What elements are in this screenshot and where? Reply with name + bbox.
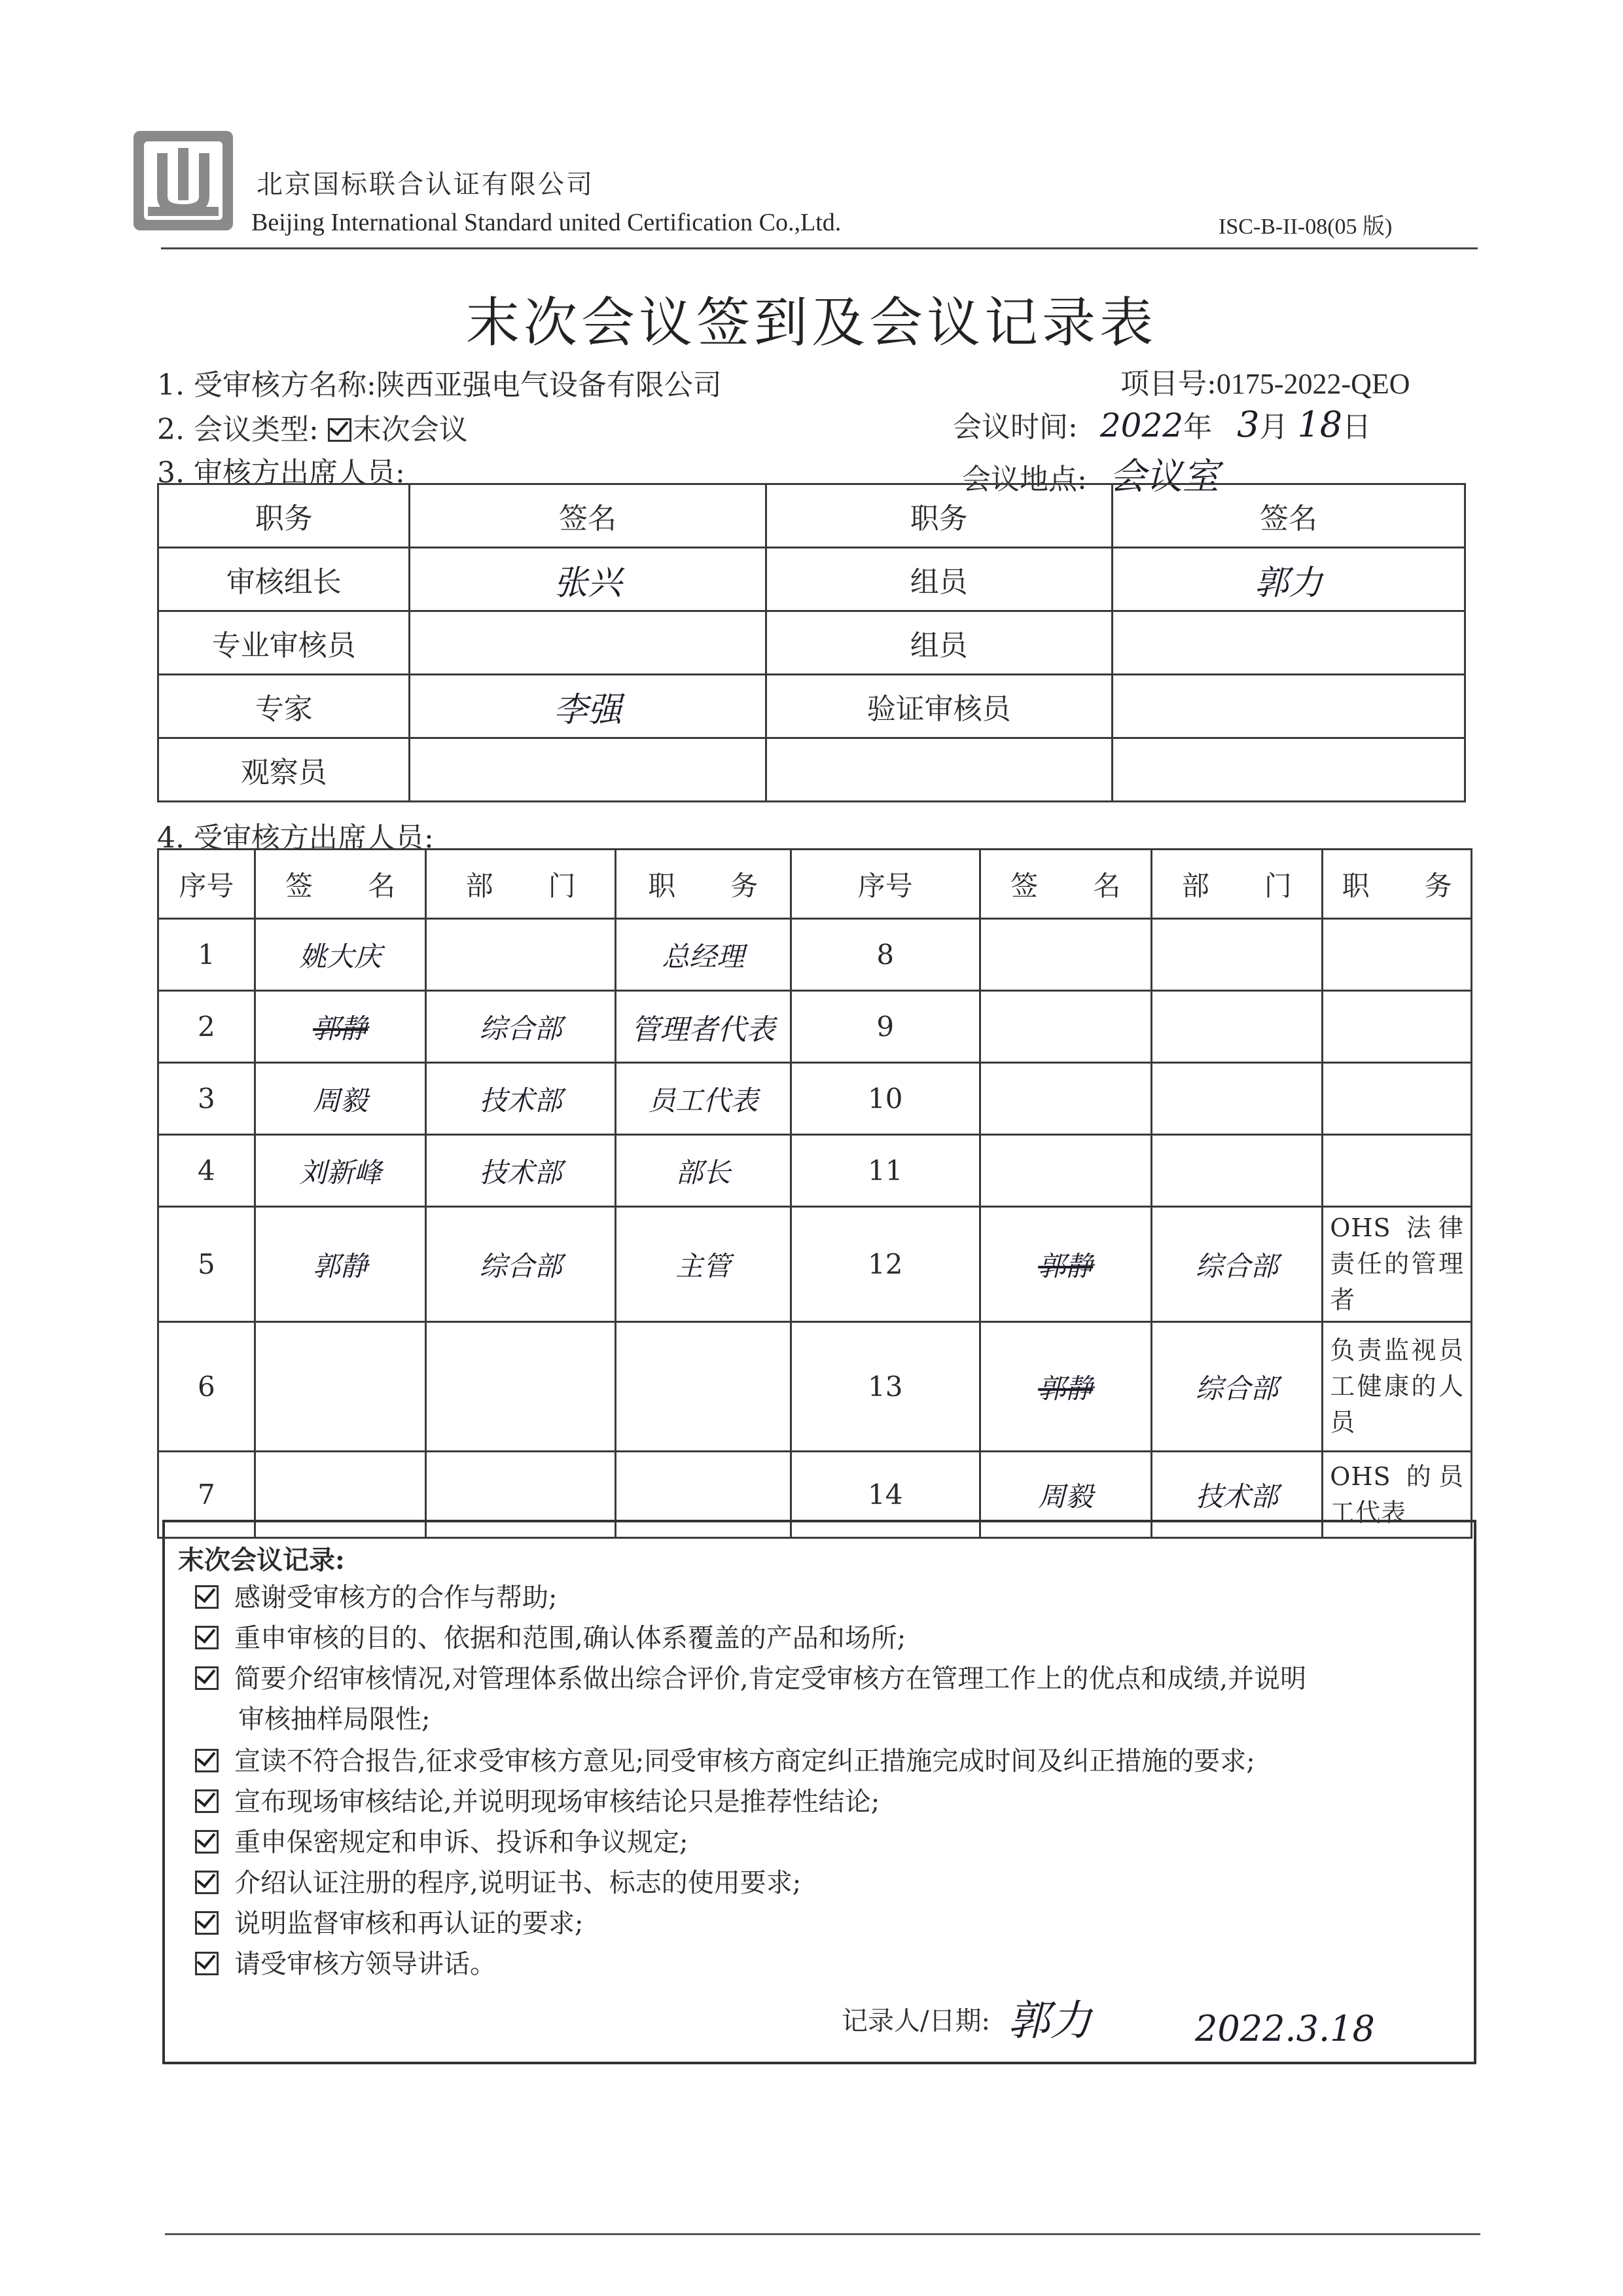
meeting-place-value: 会议室 <box>1109 456 1219 498</box>
record-item-text: 感谢受审核方的合作与帮助; <box>234 1583 558 1613</box>
page-title: 末次会议签到及会议记录表 <box>465 292 1157 354</box>
checked-box-icon <box>195 1585 219 1609</box>
number-cell: 5 <box>158 1207 255 1322</box>
auditor-attendees-label: 3. 审核方出席人员: <box>157 456 405 490</box>
year-unit: 年 <box>1183 410 1213 444</box>
department-cell <box>1151 1135 1323 1207</box>
role-cell: 审核组长 <box>158 548 410 611</box>
table-row <box>158 991 1472 1063</box>
department-cell: 综合部 <box>1151 1207 1323 1322</box>
header-position: 职 务 <box>1323 850 1472 919</box>
signature-cell <box>1112 675 1465 738</box>
checked-box-icon <box>195 1626 219 1649</box>
department-cell <box>1151 991 1323 1063</box>
header-role: 职务 <box>766 484 1112 548</box>
table-header-row <box>158 484 1465 548</box>
auditee-value: 陕西亚强电气设备有限公司 <box>376 368 722 402</box>
checked-box-icon <box>195 1952 219 1975</box>
month-unit: 月 <box>1259 410 1289 444</box>
auditee-attendees-label: 4. 受审核方出席人员: <box>157 821 434 855</box>
auditee-attendees-table <box>157 848 1472 1539</box>
checked-box-icon <box>195 1666 219 1690</box>
company-name-cn: 北京国标联合认证有限公司 <box>257 170 594 200</box>
record-item-text: 说明监督审核和再认证的要求; <box>234 1909 584 1939</box>
header-signature: 签名 <box>410 484 766 548</box>
role-cell: 验证审核员 <box>766 675 1112 738</box>
table-row <box>158 1063 1472 1135</box>
form-code: ISC-B-II-08(05 版) <box>1219 215 1393 239</box>
recorder-date: 2022.3.18 <box>1195 2008 1375 2049</box>
record-item <box>195 1659 1465 1740</box>
number-cell: 3 <box>158 1063 255 1135</box>
number-cell: 7 <box>158 1452 255 1538</box>
number-cell: 4 <box>158 1135 255 1207</box>
meeting-type-label: 2. 会议类型: <box>157 413 319 446</box>
record-item-text-continued: 审核抽样局限性; <box>238 1704 431 1734</box>
position-cell: OHS 的员工代表 <box>1323 1452 1472 1538</box>
record-title: 末次会议记录: <box>178 1545 345 1575</box>
day-unit: 日 <box>1342 410 1372 444</box>
meeting-month: 3 <box>1237 404 1260 445</box>
signature-cell <box>1112 738 1465 802</box>
signature-cell: 郭力 <box>1112 548 1465 611</box>
department-cell: 技术部 <box>1151 1452 1323 1538</box>
record-item-text: 重申保密规定和申诉、投诉和争议规定; <box>234 1827 688 1857</box>
header-position: 职 务 <box>615 850 791 919</box>
position-cell <box>1323 1135 1472 1207</box>
record-item <box>195 1618 1465 1659</box>
position-cell <box>1323 991 1472 1063</box>
signature-cell <box>980 1135 1151 1207</box>
signature-cell <box>980 1063 1151 1135</box>
record-item-text: 请受审核方领导讲话。 <box>234 1949 496 1979</box>
table-row <box>158 1322 1472 1452</box>
header-department: 部 门 <box>426 850 616 919</box>
table-row <box>158 675 1465 738</box>
checked-box-icon <box>195 1749 219 1772</box>
signature-cell: 郭静 <box>980 1322 1151 1452</box>
header-department: 部 门 <box>1151 850 1323 919</box>
number-cell: 1 <box>158 919 255 991</box>
meeting-type-value: 末次会议 <box>352 413 468 446</box>
department-cell <box>1151 919 1323 991</box>
signature-cell <box>980 919 1151 991</box>
header-role: 职务 <box>158 484 410 548</box>
role-cell: 观察员 <box>158 738 410 802</box>
position-cell <box>1323 919 1472 991</box>
signature-cell <box>410 611 766 675</box>
checked-box-icon <box>195 1871 219 1894</box>
company-name-en: Beijing International Standard united Certification Co.,Ltd. <box>251 209 842 236</box>
table-row <box>158 919 1472 991</box>
signature-cell <box>1112 611 1465 675</box>
header-divider <box>161 247 1478 249</box>
record-item <box>195 1741 1465 1782</box>
recorder-label: 记录人/日期: <box>842 2006 990 2036</box>
department-cell: 综合部 <box>426 991 616 1063</box>
position-cell: OHS 法律责任的管理者 <box>1323 1207 1472 1322</box>
number-cell: 14 <box>791 1452 980 1538</box>
meeting-place-label: 会议地点: <box>962 463 1087 496</box>
audit-team-table <box>157 483 1466 802</box>
position-cell: 管理者代表 <box>615 991 791 1063</box>
department-cell <box>426 919 616 991</box>
number-cell: 6 <box>158 1322 255 1452</box>
number-cell: 13 <box>791 1322 980 1452</box>
role-cell: 组员 <box>766 548 1112 611</box>
signature-cell: 周毅 <box>980 1452 1151 1538</box>
signature-cell: 郭静 <box>255 1207 426 1322</box>
footer-divider <box>165 2233 1480 2235</box>
checked-box-icon <box>195 1911 219 1935</box>
position-cell: 总经理 <box>615 919 791 991</box>
project-label: 项目号: <box>1120 367 1217 401</box>
table-row <box>158 1207 1472 1322</box>
position-cell <box>1323 1063 1472 1135</box>
position-cell: 员工代表 <box>615 1063 791 1135</box>
signature-cell: 郭静 <box>255 991 426 1063</box>
table-row <box>158 1135 1472 1207</box>
header-number: 序号 <box>791 850 980 919</box>
department-cell: 综合部 <box>426 1207 616 1322</box>
project-number-row <box>1120 360 1410 402</box>
table-row <box>158 548 1465 611</box>
number-cell: 9 <box>791 991 980 1063</box>
record-item-text: 宣布现场审核结论,并说明现场审核结论只是推荐性结论; <box>234 1787 880 1817</box>
role-cell: 组员 <box>766 611 1112 675</box>
signature-cell: 刘新峰 <box>255 1135 426 1207</box>
number-cell: 8 <box>791 919 980 991</box>
auditee-name-row <box>157 361 722 403</box>
signature-cell <box>410 738 766 802</box>
role-cell: 专家 <box>158 675 410 738</box>
meeting-type-row <box>157 406 468 448</box>
record-item-text: 简要介绍审核情况,对管理体系做出综合评价,肯定受审核方在管理工作上的优点和成绩,并说明 <box>234 1664 1307 1694</box>
table-row <box>158 738 1465 802</box>
record-item <box>195 1863 1465 1903</box>
header-signature: 签名 <box>1112 484 1465 548</box>
signature-cell <box>255 1322 426 1452</box>
department-cell <box>1151 1063 1323 1135</box>
role-cell: 专业审核员 <box>158 611 410 675</box>
number-cell: 12 <box>791 1207 980 1322</box>
signature-cell: 李强 <box>410 675 766 738</box>
number-cell: 2 <box>158 991 255 1063</box>
record-item <box>195 1577 1465 1618</box>
signature-cell: 周毅 <box>255 1063 426 1135</box>
department-cell <box>426 1322 616 1452</box>
recorder-signature: 郭力 <box>1008 1997 1092 2045</box>
number-cell: 11 <box>791 1135 980 1207</box>
table-row <box>158 611 1465 675</box>
isc-logo-icon <box>131 128 236 233</box>
department-cell: 技术部 <box>426 1063 616 1135</box>
signature-cell: 张兴 <box>410 548 766 611</box>
header-number: 序号 <box>158 850 255 919</box>
meeting-day: 18 <box>1297 404 1343 445</box>
header-signature: 签 名 <box>980 850 1151 919</box>
position-cell <box>615 1322 791 1452</box>
auditee-label: 1. 受审核方名称: <box>157 368 376 402</box>
record-item <box>195 1822 1465 1863</box>
number-cell: 10 <box>791 1063 980 1135</box>
record-item-text: 介绍认证注册的程序,说明证书、标志的使用要求; <box>234 1868 802 1898</box>
department-cell: 技术部 <box>426 1135 616 1207</box>
record-item <box>195 1944 1465 1984</box>
department-cell: 综合部 <box>1151 1322 1323 1452</box>
checked-box-icon <box>195 1830 219 1854</box>
record-item-text: 宣读不符合报告,征求受审核方意见;同受审核方商定纠正措施完成时间及纠正措施的要求; <box>234 1746 1255 1776</box>
position-cell: 部长 <box>615 1135 791 1207</box>
position-cell: 主管 <box>615 1207 791 1322</box>
position-cell: 负责监视员工健康的人员 <box>1323 1322 1472 1452</box>
checked-box-icon <box>195 1789 219 1813</box>
role-cell <box>766 738 1112 802</box>
table-header-row <box>158 850 1472 919</box>
project-value: 0175-2022-QEO <box>1216 368 1410 400</box>
signature-cell: 姚大庆 <box>255 919 426 991</box>
header-signature: 签 名 <box>255 850 426 919</box>
record-item <box>195 1782 1465 1822</box>
record-item <box>195 1903 1465 1944</box>
meeting-time-row <box>953 403 1371 445</box>
meeting-time-label: 会议时间: <box>953 410 1078 444</box>
signature-cell <box>980 991 1151 1063</box>
meeting-year: 2022 <box>1099 406 1184 444</box>
signature-cell: 郭静 <box>980 1207 1151 1322</box>
checked-box-icon <box>328 418 351 442</box>
record-item-text: 重申审核的目的、依据和范围,确认体系覆盖的产品和场所; <box>234 1623 906 1653</box>
